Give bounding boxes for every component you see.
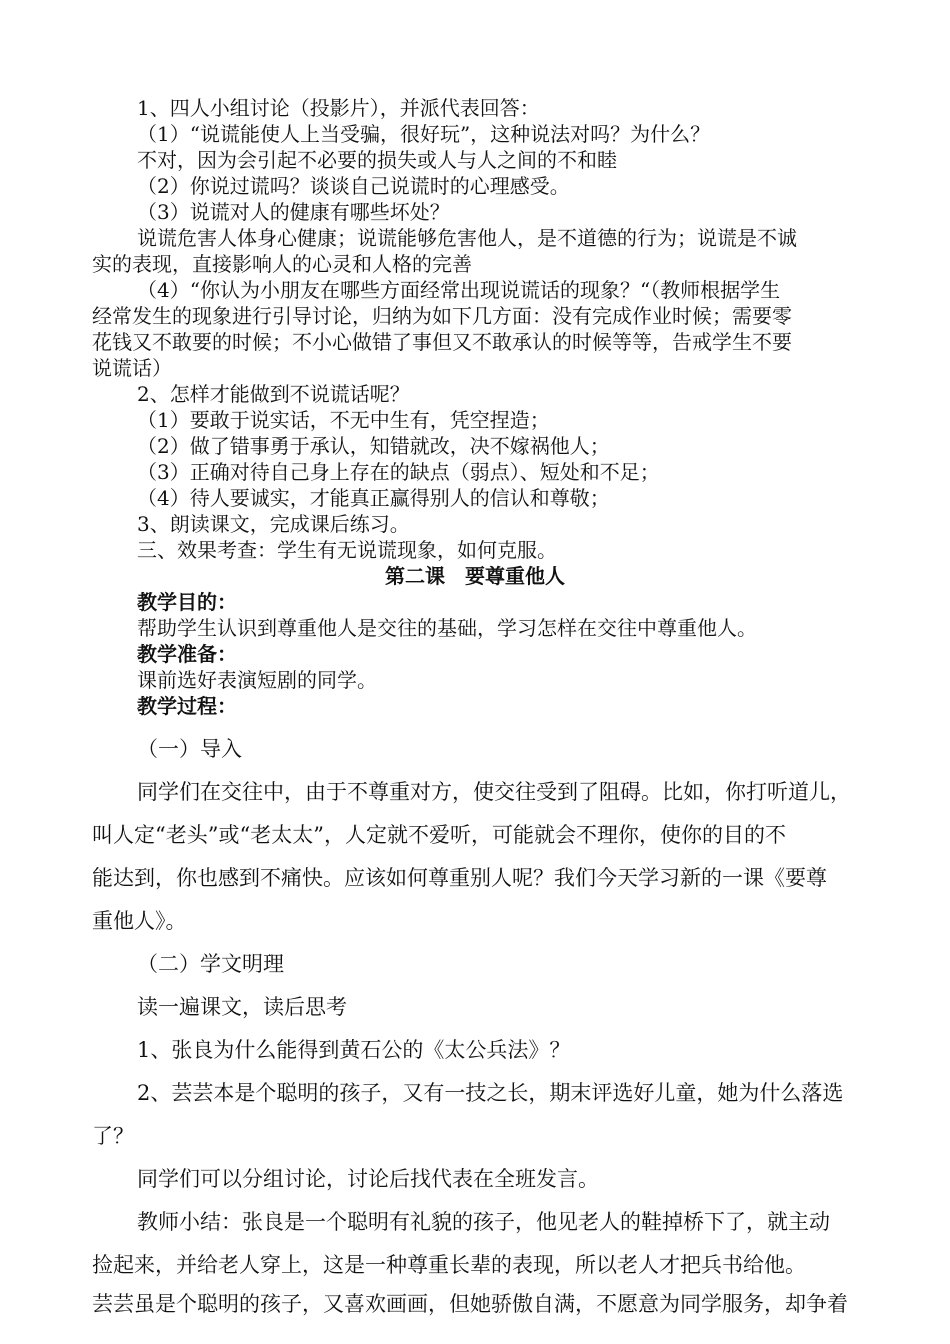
intro-line-1: 同学们在交往中，由于不尊重对方，使交往受到了阻碍。比如，你打听道儿， — [137, 780, 851, 804]
effect-check: 三、效果考查：学生有无说谎现象，如何克服。 — [137, 538, 557, 562]
question-3: （3）说谎对人的健康有哪些坏处？ — [137, 200, 450, 224]
think-question-2-line-2: 了？ — [92, 1124, 134, 1148]
intro-line-2: 叫人定“老头”或“老太太”，人定就不爱听，可能就会不理你，使你的目的不 — [92, 823, 786, 847]
question-4-line-4: 说谎话） — [92, 356, 172, 380]
item2-title: 2、怎样才能做到不说谎话呢？ — [137, 382, 410, 406]
point-1: （1）要敢于说实话，不无中生有，凭空捏造； — [137, 408, 550, 432]
think-question-2-line-1: 2、芸芸本是个聪明的孩子，又有一技之长，期末评选好儿童，她为什么落选 — [137, 1081, 844, 1105]
question-2: （2）你说过谎吗？谈谈自己说谎时的心理感受。 — [137, 174, 570, 198]
read-text: 读一遍课文，读后思考 — [137, 995, 347, 1019]
item1-title: 1、四人小组讨论（投影片），并派代表回答： — [137, 96, 540, 120]
prep-label: 教学准备： — [137, 642, 237, 666]
question-4-line-2: 经常发生的现象进行引导讨论，归纳为如下几方面：没有完成作业时候；需要零 — [92, 304, 792, 328]
question-4-line-1: （4）“你认为小朋友在哪些方面经常出现说谎话的现象？“（教师根据学生 — [137, 278, 781, 302]
discuss-text: 同学们可以分组讨论，讨论后找代表在全班发言。 — [137, 1167, 599, 1191]
item3: 3、朗读课文，完成课后练习。 — [137, 512, 410, 536]
intro-line-3: 能达到，你也感到不痛快。应该如何尊重别人呢？我们今天学习新的一课《要尊 — [92, 866, 827, 890]
question-1: （1）“说谎能使人上当受骗，很好玩”，这种说法对吗？为什么？ — [137, 122, 711, 146]
think-question-1: 1、张良为什么能得到黄石公的《太公兵法》？ — [137, 1038, 571, 1062]
question-4-line-3: 花钱又不敢要的时候；不小心做错了事但又不敢承认的时候等等，告戒学生不要 — [92, 330, 792, 354]
intro-line-4: 重他人》。 — [92, 909, 187, 933]
answer-3-line-1: 说谎危害人体身心健康；说谎能够危害他人，是不道德的行为；说谎是不诚 — [137, 226, 797, 250]
study-heading: （二）学文明理 — [137, 952, 284, 976]
lesson-title: 第二课 要尊重他人 — [385, 564, 565, 588]
summary-line-1: 教师小结：张良是一个聪明有礼貌的孩子，他见老人的鞋掉桥下了，就主动 — [137, 1210, 830, 1234]
point-4: （4）待人要诚实，才能真正赢得别人的信认和尊敬； — [137, 486, 610, 510]
goal-text: 帮助学生认识到尊重他人是交往的基础，学习怎样在交往中尊重他人。 — [137, 616, 757, 640]
prep-text: 课前选好表演短剧的同学。 — [137, 668, 377, 692]
answer-3-line-2: 实的表现，直接影响人的心灵和人格的完善 — [92, 252, 472, 276]
goal-label: 教学目的： — [137, 590, 237, 614]
point-3: （3）正确对待自己身上存在的缺点（弱点）、短处和不足； — [137, 460, 660, 484]
point-2: （2）做了错事勇于承认，知错就改，决不嫁祸他人； — [137, 434, 610, 458]
answer-1: 不对，因为会引起不必要的损失或人与人之间的不和睦 — [137, 148, 617, 172]
process-label: 教学过程： — [137, 694, 237, 718]
summary-line-3: 芸芸虽是个聪明的孩子，又喜欢画画，但她骄傲自满，不愿意为同学服务，却争着 — [92, 1292, 848, 1316]
intro-heading: （一）导入 — [137, 737, 242, 761]
summary-line-2: 捡起来，并给老人穿上，这是一种尊重长辈的表现，所以老人才把兵书给他。 — [92, 1253, 806, 1277]
